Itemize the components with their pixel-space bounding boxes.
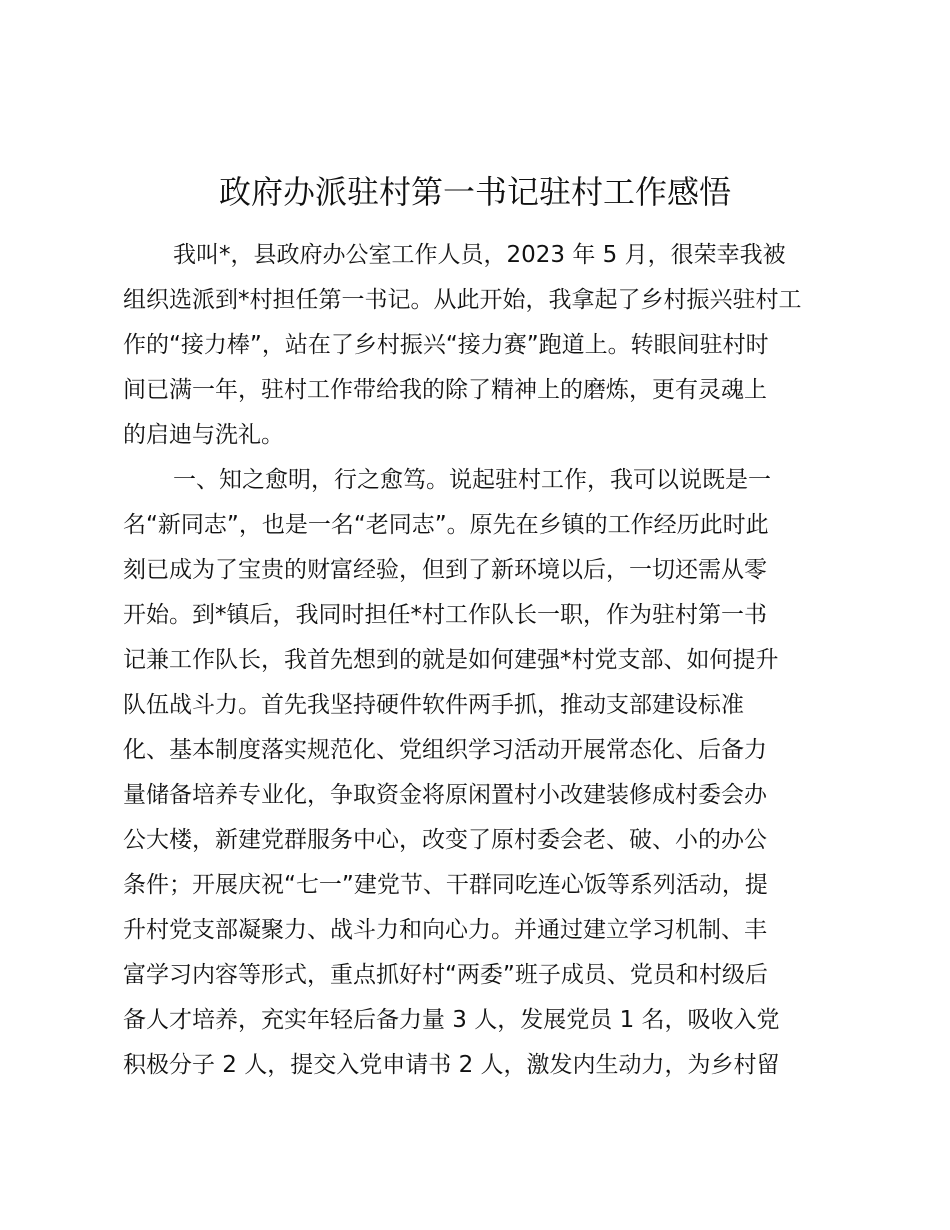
- text-line: 队伍战斗力。首先我坚持硬件软件两手抓，推动支部建设标准: [123, 692, 744, 718]
- text-line: 备人才培养，充实年轻后备力量 3 人，发展党员 1 名，吸收入党: [123, 1007, 780, 1033]
- text-line: 公大楼，新建党群服务中心，改变了原村委会老、破、小的办公: [123, 827, 767, 853]
- text-line: 积极分子 2 人，提交入党申请书 2 人，激发内生动力，为乡村留: [123, 1052, 780, 1078]
- text-line: 作的“接力棒”，站在了乡村振兴“接力赛”跑道上。转眼间驻村时: [123, 332, 769, 358]
- text-line: 我叫*，县政府办公室工作人员，2023 年 5 月，很荣幸我被: [173, 242, 786, 268]
- text-line: 记兼工作队长，我首先想到的就是如何建强*村党支部、如何提升: [123, 647, 779, 673]
- text-line: 一、知之愈明，行之愈笃。说起驻村工作，我可以说既是一: [173, 467, 771, 493]
- text-line: 名“新同志”，也是一名“老同志”。原先在乡镇的工作经历此时此: [123, 512, 769, 538]
- paragraph-1: [123, 233, 835, 458]
- text-line: 刻已成为了宝贵的财富经验，但到了新环境以后，一切还需从零: [123, 557, 767, 583]
- text-line: 条件；开展庆祝“七一”建党节、干群同吃连心饭等系列活动，提: [123, 872, 768, 898]
- text-line: 化、基本制度落实规范化、党组织学习活动开展常态化、后备力: [123, 737, 767, 763]
- text-line: 量储备培养专业化，争取资金将原闲置村小改建装修成村委会办: [123, 782, 767, 808]
- text-line: 间已满一年，驻村工作带给我的除了精神上的磨炼，更有灵魂上: [123, 377, 767, 403]
- document-title: 政府办派驻村第一书记驻村工作感悟: [218, 173, 731, 211]
- paragraph-2: [123, 458, 835, 1088]
- document-body: [123, 233, 835, 1088]
- text-line: 的启迪与洗礼。: [123, 422, 284, 448]
- text-line: 富学习内容等形式，重点抓好村“两委”班子成员、党员和村级后: [123, 962, 768, 988]
- text-line: 开始。到*镇后，我同时担任*村工作队长一职，作为驻村第一书: [123, 602, 767, 628]
- text-line: 升村党支部凝聚力、战斗力和向心力。并通过建立学习机制、丰: [123, 917, 767, 943]
- text-line: 组织选派到*村担任第一书记。从此开始，我拿起了乡村振兴驻村工: [123, 287, 802, 313]
